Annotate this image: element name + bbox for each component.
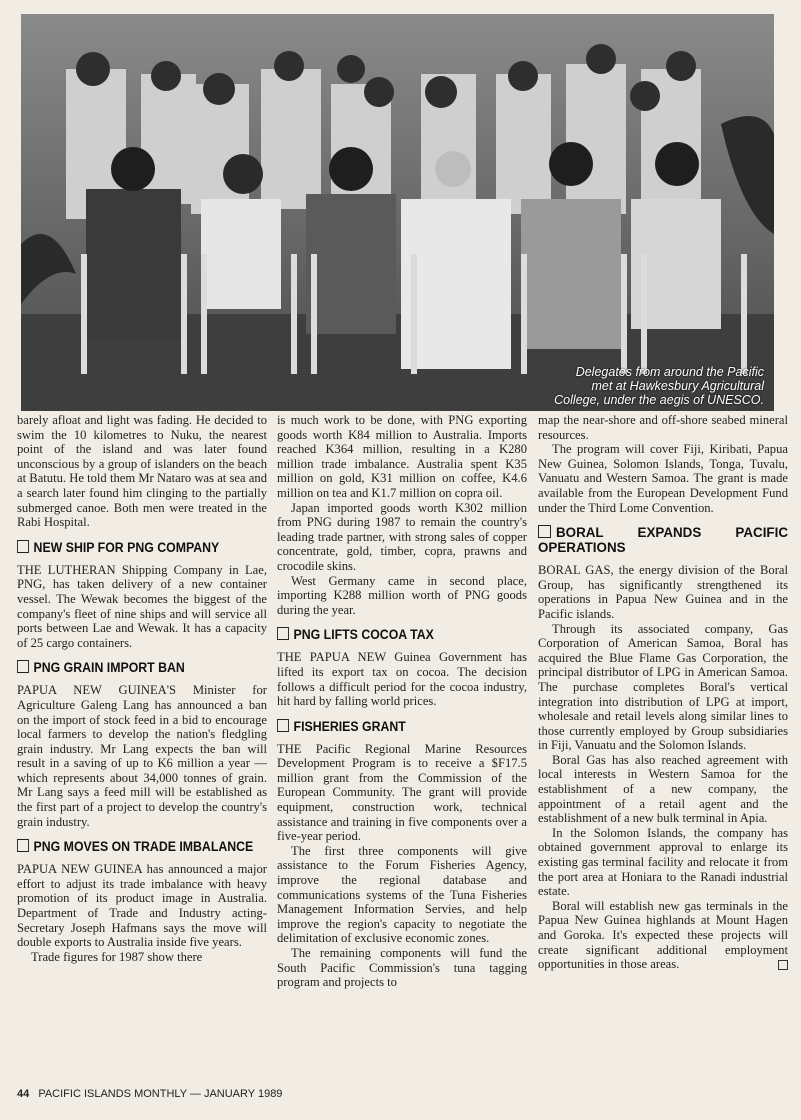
group-photo <box>21 14 774 411</box>
trade-paragraph: PAPUA NEW GUINEA has announced a major effort to adjust its trade imbalance with heavy promotion of its product image in Australia. Department of Trade and Industry acting-Secretary Joseph Hafmans says the move will double exports to Australia inside five years. <box>17 862 267 950</box>
fisheries-paragraph: The program will cover Fiji, Kiribati, Papua New Guinea, Solomon Islands, Tonga, Tuvalu, Vanuatu and Western Samoa. The grant is made available from the European Development Fund under the Third Lome Convention. <box>538 442 788 515</box>
boral-paragraph-text: Boral will establish new gas terminals in the Papua New Guinea highlands at Mount Hagen and Goroka. It's expected these projects will create significant additional employment opportunities in those areas. <box>538 898 788 972</box>
fisheries-paragraph: The first three components will give assistance to the Forum Fisheries Agency, improve the regional database and communications systems of the Tuna Fisheries Management Information Servies, and help improve the region's capacity to negotiate the delimitation of exclusive economic zones. <box>277 843 527 946</box>
cocoa-paragraph: THE PAPUA NEW Guinea Government has lifted its export tax on cocoa. The decision follows a difficult period for the cocoa industry, hit hard by falling world prices. <box>277 650 527 709</box>
masthead: PACIFIC ISLANDS MONTHLY — JANUARY 1989 <box>38 1088 283 1100</box>
group-photo-image <box>21 14 774 411</box>
boral-paragraph <box>538 899 788 972</box>
fisheries-paragraph: THE Pacific Regional Marine Resources Development Program is to receive a $F17.5 million grant from the Commission of the European Community. The grant will provide equipment, construction work, technical assistance and training in five components over a five-year period. <box>277 741 527 844</box>
heading-text: NEW SHIP FOR PNG COMPANY <box>33 539 220 555</box>
checkbox-icon <box>17 540 29 553</box>
grain-paragraph: PAPUA NEW GUINEA'S Minister for Agriculture Galeng Lang has announced a ban on the import of stock feed in a bid to encourage local farmers to develop the nation's fledgling grain industry. Mr Lang expects the ban will result in a saving of up to K6 million a year — which represents about 34,000 tonnes of grain. Mr Lang says a feed mill will be established as the first part of a project to develop the country's grain industry. <box>17 683 267 829</box>
intro-paragraph: barely afloat and light was fading. He decided to swim the 10 kilometres to Nuku, the nearest point of the island and was later found unconscious by a group of islanders on the beach at Batutu. He told them Mr Nataro was at sea and a search later found him clinging to the partially submerged canoe. Both men were treated in the Rabi Hospital. <box>17 413 267 530</box>
heading-fisheries-grant <box>277 719 507 734</box>
heading-text: BORAL EXPANDS PACIFIC OPERATIONS <box>538 525 788 556</box>
checkbox-icon <box>277 719 289 732</box>
photo-caption <box>554 365 764 407</box>
trade-paragraph: is much work to be done, with PNG exporting goods worth K84 million to Australia. Imports reached K364 million, resulting in a K280 million trade imbalance. Australia spent K35 million on gold, K31 million on coffee, K4.6 million on tea and K1.7 million on copra oil. <box>277 413 527 500</box>
boral-paragraph: In the Solomon Islands, the company has obtained government approval to enlarge its existing gas terminal facility and relocate it from the port area at Honiara to the Ranadi industrial estate. <box>538 825 788 899</box>
heading-grain-ban <box>17 660 247 675</box>
checkbox-icon <box>538 525 551 538</box>
fisheries-paragraph: The remaining components will fund the South Pacific Commission's tuna tagging program and projects to <box>277 946 527 990</box>
boral-paragraph: Through its associated company, Gas Corporation of American Samoa, Boral has acquired the Blue Flame Gas Corporation, the principal distributor of LPG in American Samoa. The purchase completes Boral's vertical integration into distribution of LPG at import, wholesale and retail levels along similar lines to those currently employed by Group subsidiaries in Fiji, Vanuatu and the Solomon Islands. <box>538 621 788 753</box>
ship-paragraph: THE LUTHERAN Shipping Company in Lae, PNG, has taken delivery of a new container vessel. The Wewak becomes the biggest of the company's fleet of nine ships and will service all ports between Lae and Wewak. It has a capacity of 25 cargo containers. <box>17 562 267 650</box>
column-2 <box>277 413 527 990</box>
column-1 <box>17 413 267 964</box>
page-footer <box>17 1088 282 1100</box>
caption-line: College, under the aegis of UNESCO. <box>554 393 764 407</box>
heading-boral <box>538 525 788 555</box>
checkbox-icon <box>277 627 289 640</box>
column-3 <box>538 413 788 972</box>
fisheries-paragraph: map the near-shore and off-shore seabed mineral resources. <box>538 413 788 442</box>
trade-paragraph: Japan imported goods worth K302 million from PNG during 1987 to remain the country's leading trade partner, with strong sales of copper concentrate, gold, timber, copra, prawns and crocodile skins. <box>277 500 527 573</box>
heading-new-ship <box>17 540 247 555</box>
page-number: 44 <box>17 1088 30 1100</box>
trade-paragraph: West Germany came in second place, importing K288 million worth of PNG goods during the year. <box>277 573 527 617</box>
heading-text: PNG LIFTS COCOA TAX <box>293 627 434 643</box>
end-of-article-icon <box>778 960 788 970</box>
checkbox-icon <box>17 660 29 673</box>
boral-paragraph: Boral Gas has also reached agreement with local interests in Western Samoa for the establishment of a new company, the appointment of a retail agent and the establishment of a new bulk terminal in Apia. <box>538 752 788 826</box>
checkbox-icon <box>17 839 29 852</box>
trade-paragraph: Trade figures for 1987 show there <box>31 949 203 964</box>
caption-line: met at Hawkesbury Agricultural <box>591 379 764 393</box>
heading-text: PNG GRAIN IMPORT BAN <box>33 660 185 676</box>
caption-line: Delegates from around the Pacific <box>575 365 764 379</box>
heading-cocoa-tax <box>277 627 507 642</box>
boral-paragraph: BORAL GAS, the energy division of the Boral Group, has significantly strengthened its operations in Papua New Guinea and in the Pacific islands. <box>538 563 788 621</box>
heading-text: PNG MOVES ON TRADE IMBALANCE <box>33 839 254 855</box>
heading-text: FISHERIES GRANT <box>293 718 406 734</box>
heading-trade-imbalance <box>17 839 254 855</box>
